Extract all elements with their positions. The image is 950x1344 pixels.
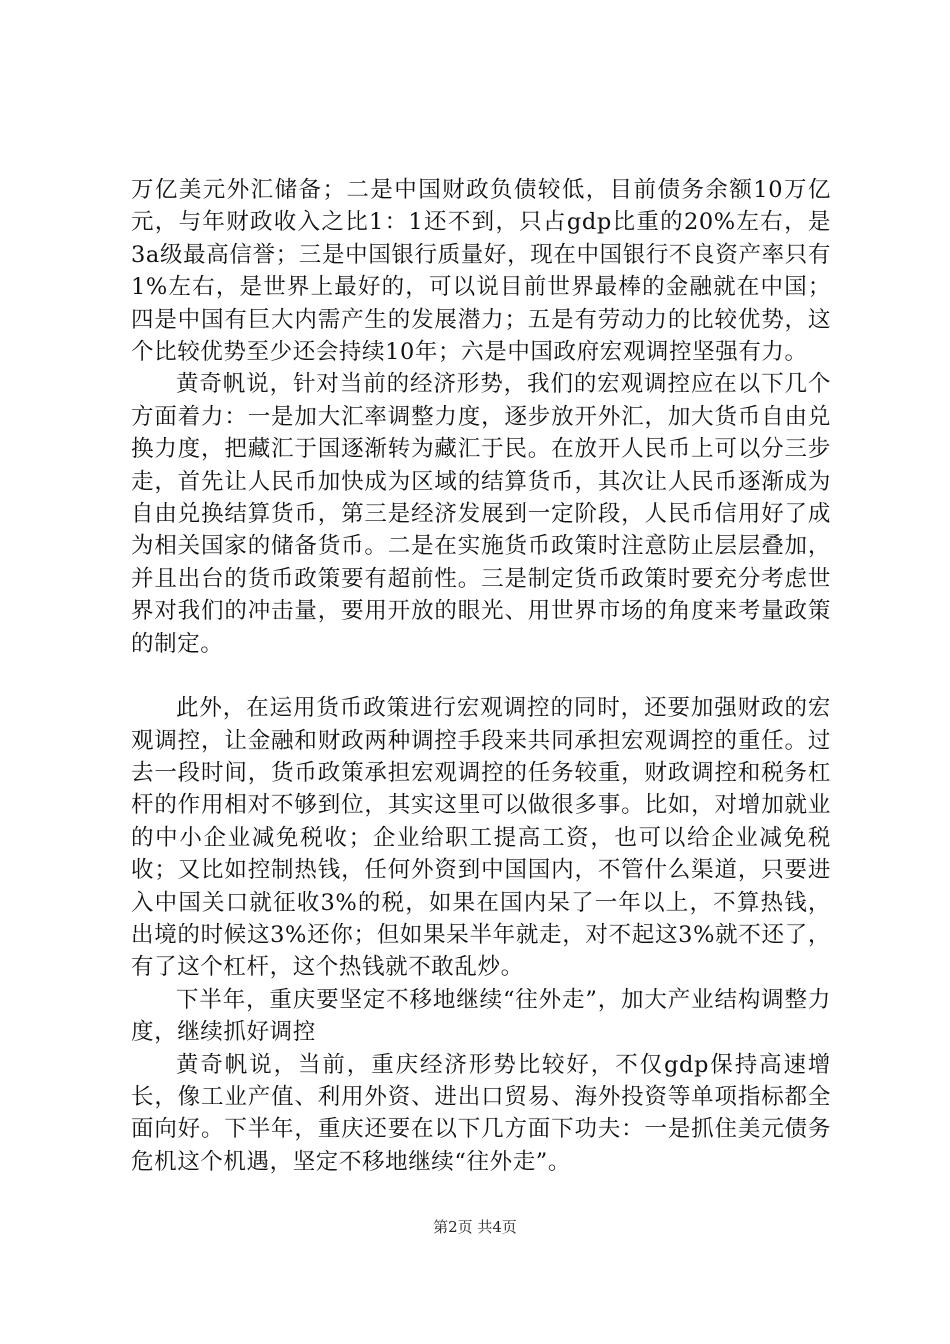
paragraph-2: 黄奇帆说，针对当前的经济形势，我们的宏观调控应在以下几个方面着力：一是加大汇率调整力度，逐步放开外汇，加大货币自由兑换力度，把藏汇于国逐渐转为藏汇于民。在放开人民币上可以分三步走，首先让人民币加快成为区域的结算货币，其次让人民币逐渐成为自由兑换结算货币，第三是经济发展到一定阶段，人民币信用好了成为相关国家的储备货币。二是在实施货币政策时注意防止层层叠加，并且出台的货币政策要有超前性。三是制定货币政策时要充分考虑世界对我们的冲击量，要用开放的眼光、用世界市场的角度来考量政策的制定。 xyxy=(131,371,831,657)
paragraph-1: 万亿美元外汇储备；二是中国财政负债较低，目前债务余额10万亿元，与年财政收入之比1：1还不到，只占gdp比重的20%左右，是3a级最高信誉；三是中国银行质量好，现在中国银行不良资产率只有1%左右，是世界上最好的，可以说目前世界最棒的金融就在中国；四是中国有巨大内需产生的发展潜力；五是有劳动力的比较优势，这个比较优势至少还会持续10年；六是中国政府宏观调控坚强有力。 xyxy=(131,177,831,366)
paragraph-3: 此外，在运用货币政策进行宏观调控的同时，还要加强财政的宏观调控，让金融和财政两种调控手段来共同承担宏观调控的重任。过去一段时间，货币政策承担宏观调控的任务较重，财政调控和税务杠杆的作用相对不够到位，其实这里可以做很多事。比如，对增加就业的中小企业减免税收；企业给职工提高工资，也可以给企业减免税收；又比如控制热钱，任何外资到中国国内，不管什么渠道，只要进入中国关口就征收3%的税，如果在国内呆了一年以上，不算热钱，出境的时候这3%还你；但如果呆半年就走，对不起这3%就不还了，有了这个杠杆，这个热钱就不敢乱炒。 xyxy=(131,695,831,981)
paragraph-4-heading: 下半年，重庆要坚定不移地继续“往外走”，加大产业结构调整力度，继续抓好调控 xyxy=(131,986,831,1046)
paragraph-spacer xyxy=(131,660,831,692)
paragraph-5: 黄奇帆说，当前，重庆经济形势比较好，不仅gdp保持高速增长，像工业产值、利用外资、进出口贸易、海外投资等单项指标都全面向好。下半年，重庆还要在以下几方面下功夫：一是抓住美元债务危机这个机遇，坚定不移地继续“往外走”。 xyxy=(131,1051,831,1175)
page-footer: 第2页 共4页 xyxy=(433,1218,517,1236)
document-body xyxy=(131,174,831,1178)
